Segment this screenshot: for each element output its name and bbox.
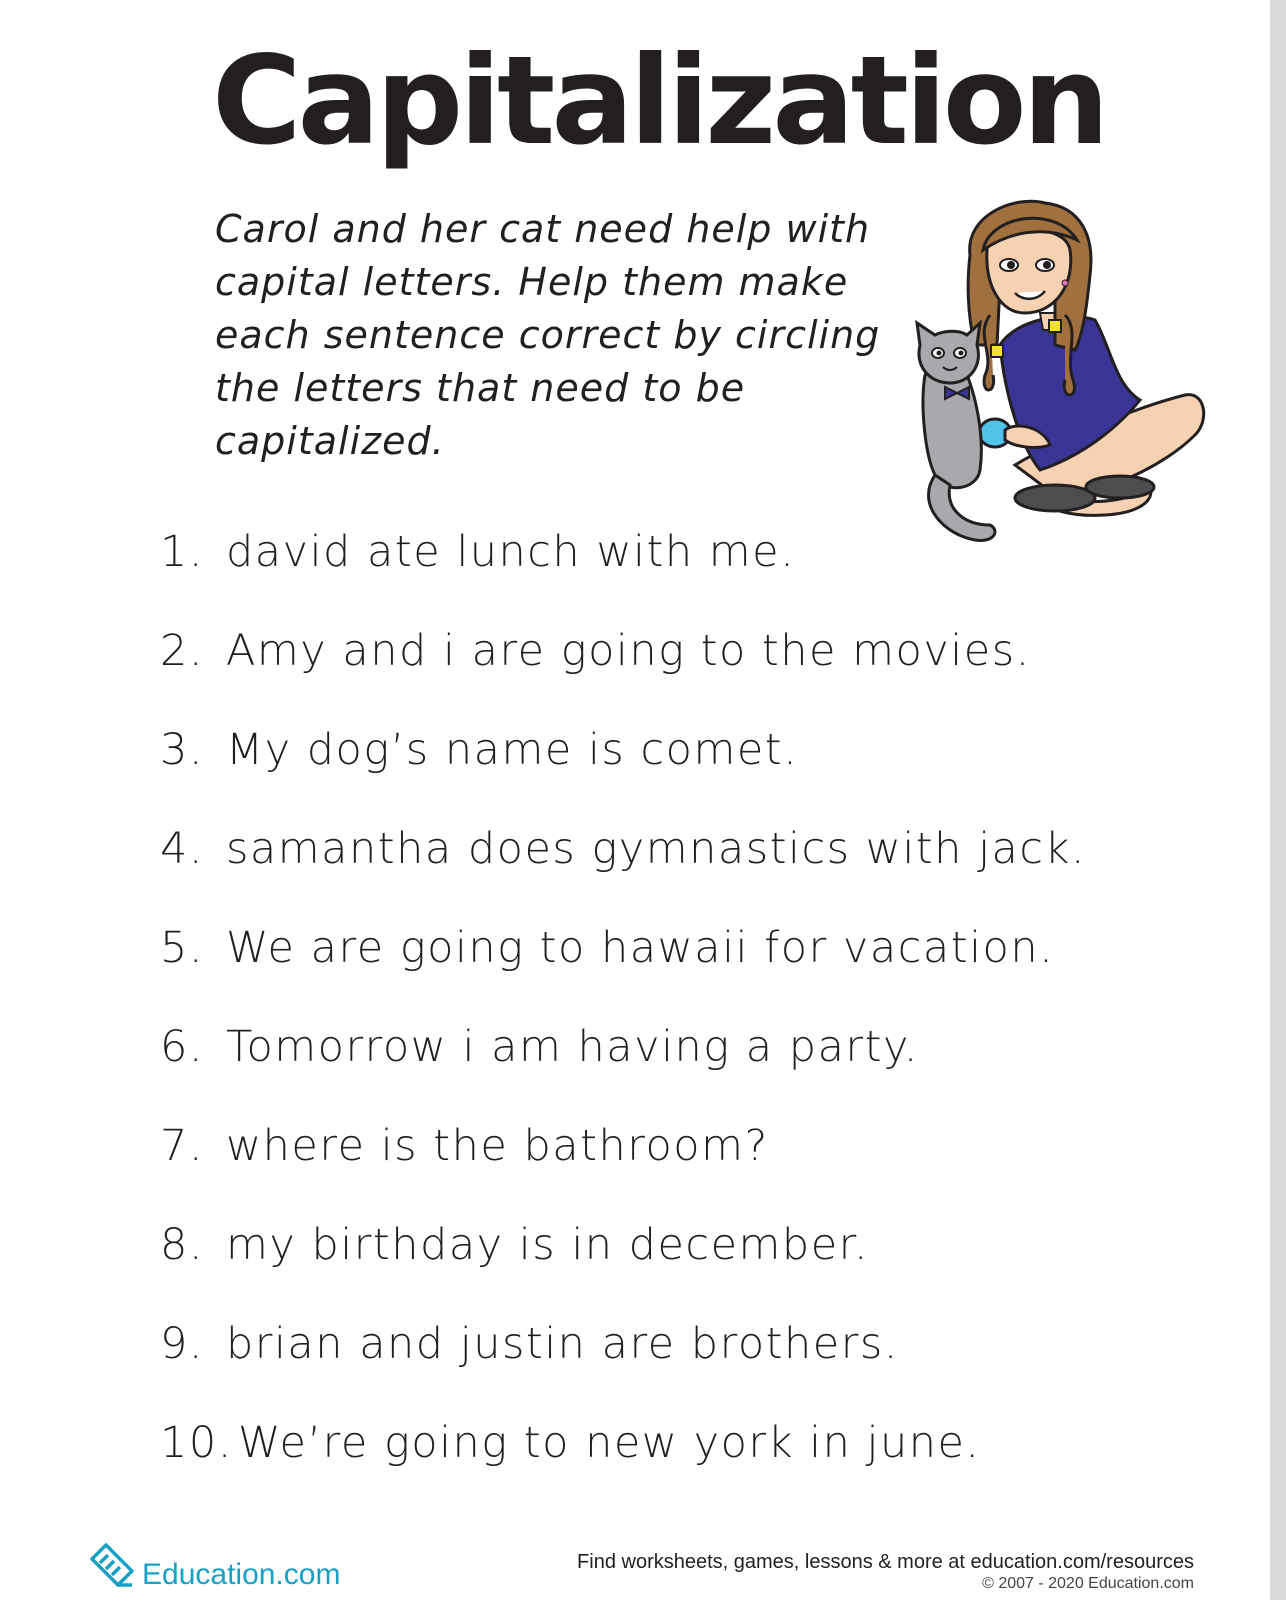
list-item [160,725,1086,824]
list-item [160,527,1086,626]
list-item [160,923,1086,1022]
logo-text: Education.com [142,1558,341,1591]
item-sentence: My dog’s name is comet. [226,725,799,775]
list-item [160,1220,1086,1319]
item-number: 1. [160,527,205,577]
list-item [160,626,1086,725]
list-item [160,1319,1086,1418]
list-item [160,824,1086,923]
footer-tagline: Find worksheets, games, lessons & more at education.com/resources [577,1551,1194,1573]
item-number: 6. [160,1022,205,1072]
item-sentence: samantha does gymnastics with jack. [226,824,1087,874]
list-item [160,1022,1086,1121]
item-sentence: We’re going to new york in june. [238,1418,981,1468]
item-number: 8. [160,1220,205,1270]
item-sentence: brian and justin are brothers. [226,1319,899,1369]
item-sentence: We are going to hawaii for vacation. [226,923,1055,973]
item-sentence: Amy and i are going to the movies. [226,626,1031,676]
item-sentence: where is the bathroom? [226,1121,769,1171]
page-edge [1270,0,1286,1600]
item-number: 10. [160,1418,233,1468]
list-item [160,1418,1086,1517]
item-number: 3. [160,725,205,775]
item-sentence: Tomorrow i am having a party. [226,1022,919,1072]
list-item [160,1121,1086,1220]
page-title: Capitalization [212,30,1106,172]
item-sentence: david ate lunch with me. [226,527,796,577]
girl-with-cat-illustration [905,195,1225,565]
item-number: 2. [160,626,205,676]
item-sentence: my birthday is in december. [226,1220,870,1270]
item-number: 9. [160,1319,205,1369]
item-number: 4. [160,824,205,874]
footer-copyright: © 2007 - 2020 Education.com [982,1575,1194,1592]
instructions-text: Carol and her cat need help with capital letters. Help them make each sentence correct by circling the letters that need to be capitalized. [215,207,881,463]
footer-info [577,1550,1194,1594]
education-logo[interactable] [86,1540,340,1592]
item-number: 5. [160,923,205,973]
item-number: 7. [160,1121,205,1171]
education-logo-icon [86,1541,138,1591]
sentence-list [160,527,1086,1517]
